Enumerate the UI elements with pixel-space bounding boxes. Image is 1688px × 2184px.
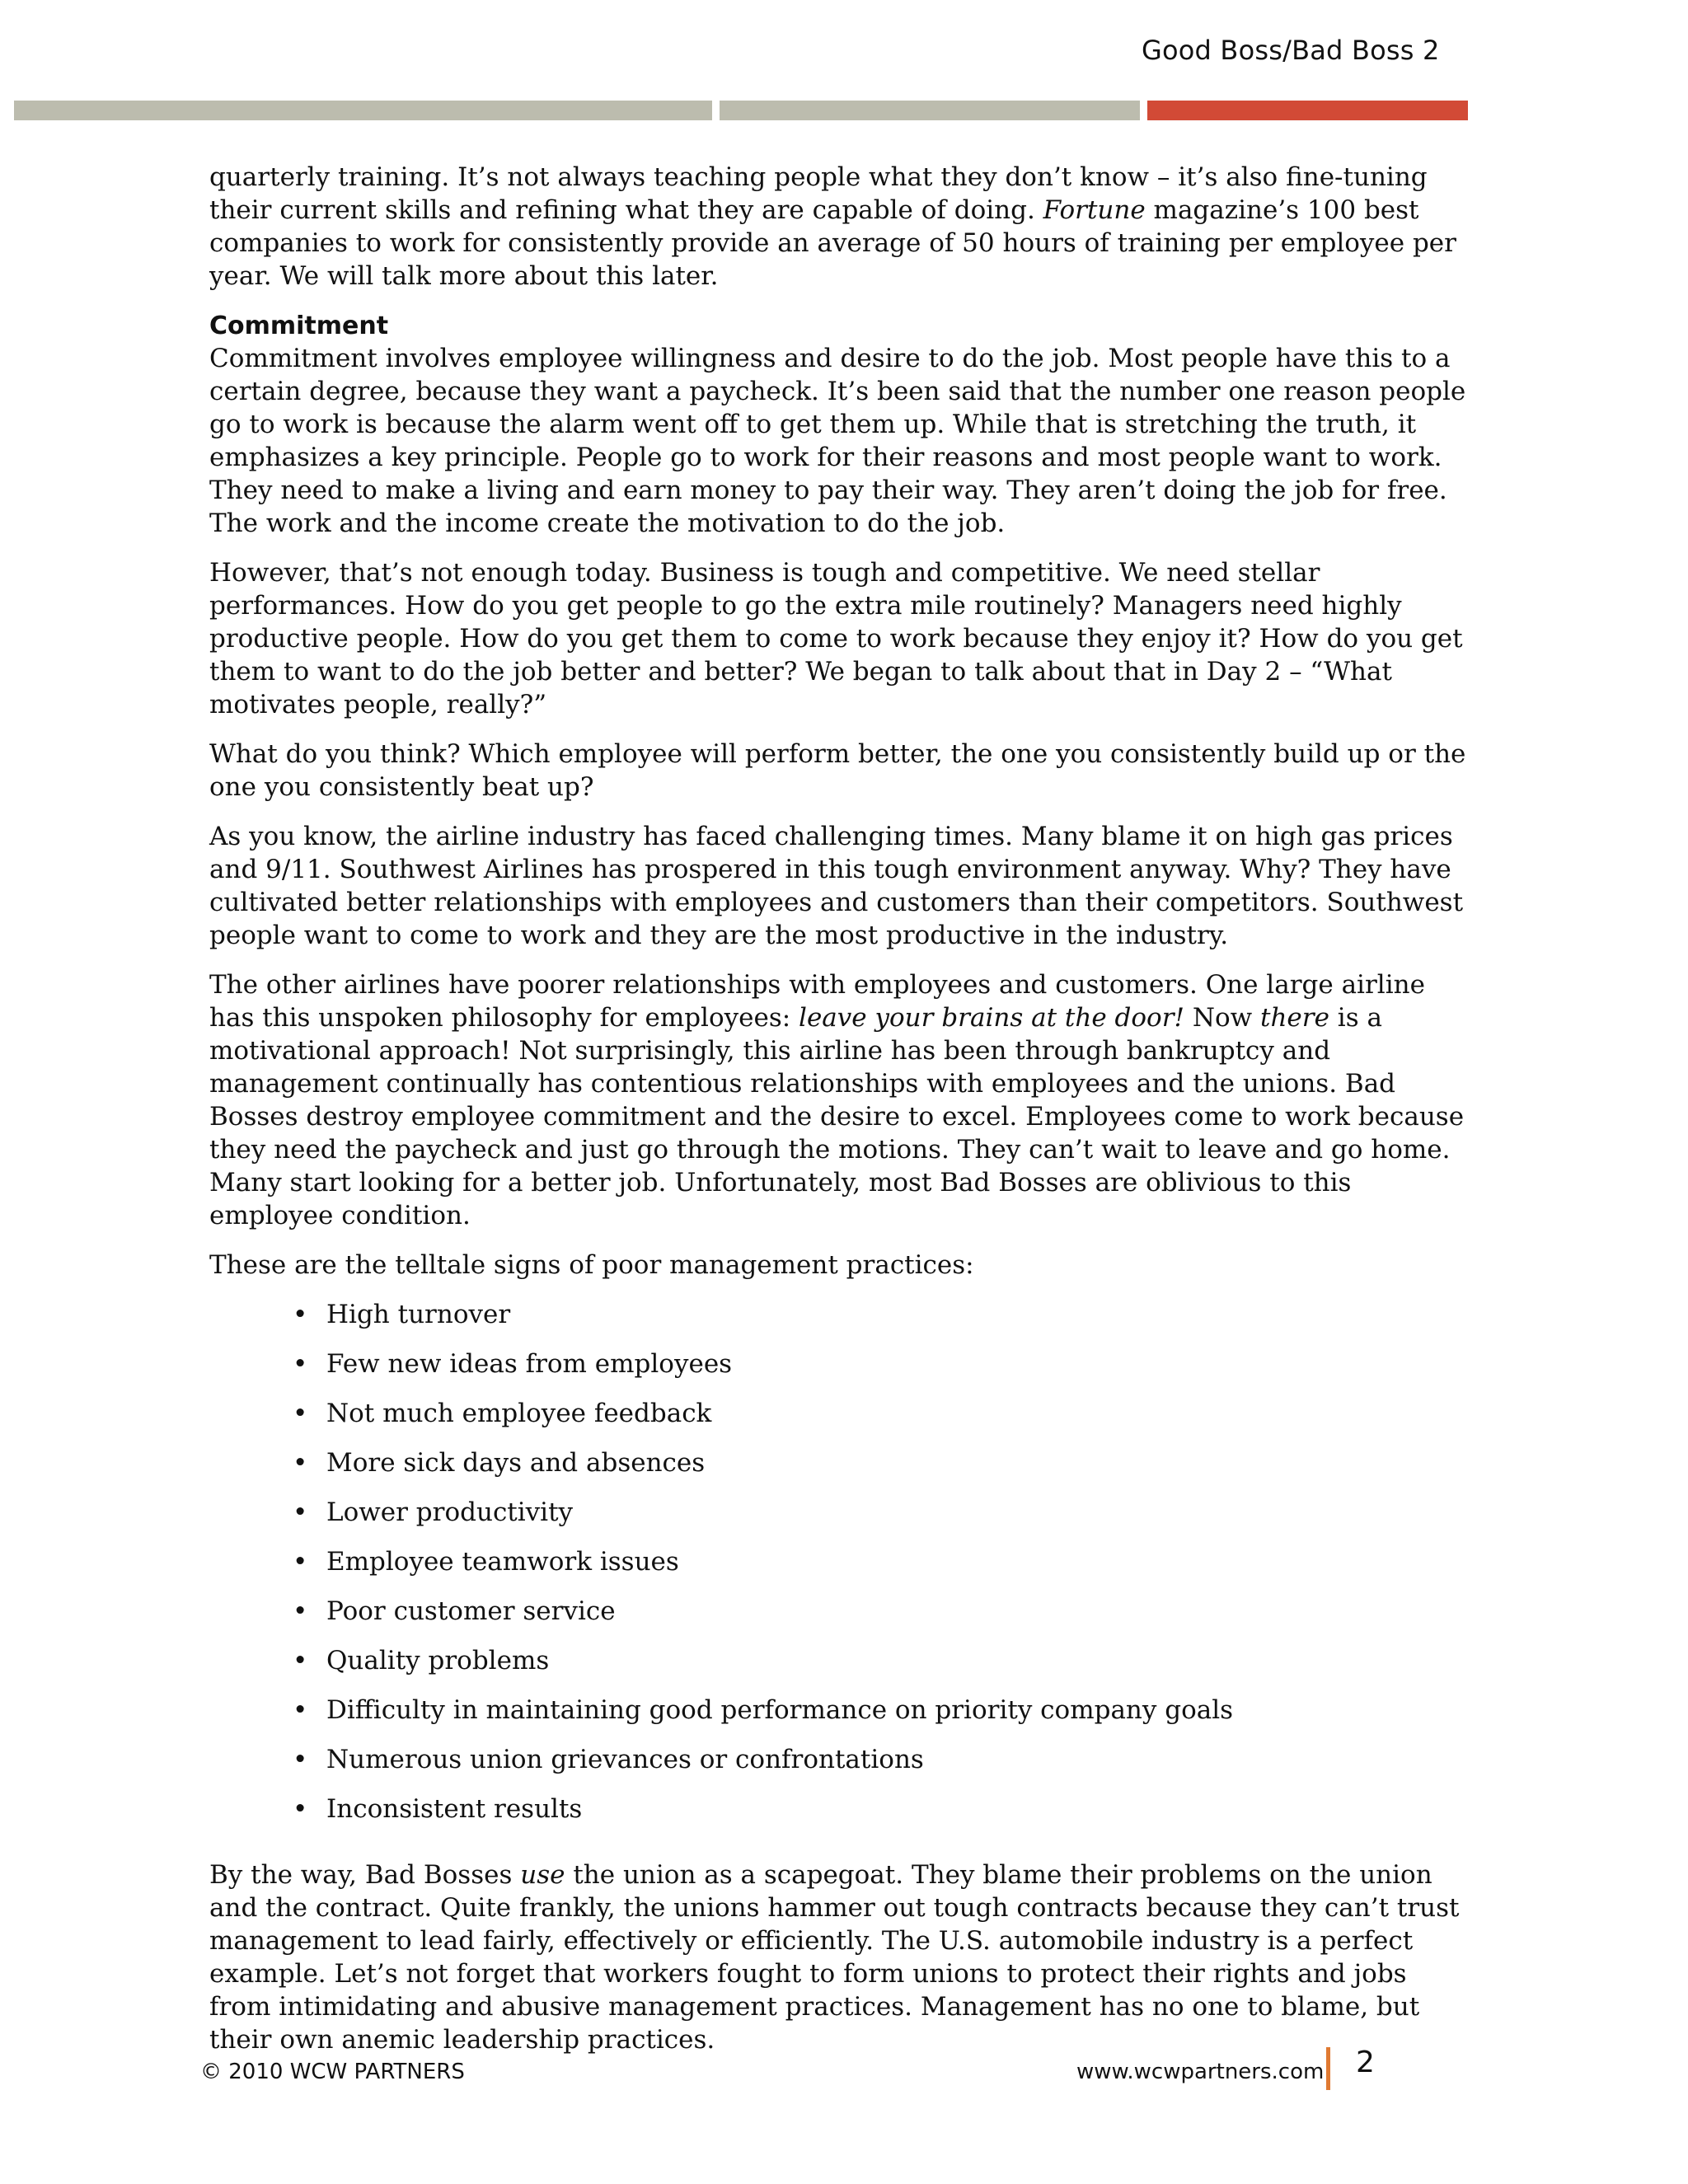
list-item: • High turnover bbox=[293, 1300, 511, 1329]
list-item: • Lower productivity bbox=[293, 1497, 574, 1527]
emphasis-fortune: Fortune bbox=[1043, 195, 1146, 225]
footer-divider bbox=[1326, 2047, 1330, 2090]
paragraph-training: quarterly training. It’s not always teaching people what they don’t know – it’s also fine-tuning their current skills and refining what they are capable of doing. Fortune magazine’s 100 best companies to work for consistently provide an average of 50 hours of training per employee per year. We will talk more about this later. bbox=[209, 162, 1456, 291]
paragraph-airline-industry: As you know, the airline industry has faced challenging times. Many blame it on high gas prices and 9/11. Southwest Airlines has prospered in this tough environment anyway. Why? They have cultivated better relationships with employees and customers than their competitors. Southwest people want to come to work and they are the most productive in the industry. bbox=[209, 822, 1464, 950]
header-rule-segment-1 bbox=[14, 101, 712, 120]
footer-website-link[interactable]: www.wcwpartners.com bbox=[1076, 2060, 1325, 2084]
bullet-icon: • bbox=[293, 1794, 308, 1824]
paragraph-other-airlines: The other airlines have poorer relationships with employees and customers. One large airline has this unspoken philosophy for employees: leave your brains at the door! Now there is a motivational approach! Not surprisingly, this airline has been through bankruptcy and management continually has contentious relationships with employees and the unions. Bad Bosses destroy employee commitment and the desire to excel. Employees come to work because they need the paycheck and just go through the motions. They can’t wait to leave and go home. Many start looking for a better job. Unfortunately, most Bad Bosses are oblivious to this employee condition. bbox=[209, 970, 1465, 1230]
bullet-icon: • bbox=[293, 1448, 308, 1478]
paragraph-not-enough: However, that’s not enough today. Business is tough and competitive. We need stellar performances. How do you get people to go the extra mile routinely? Managers need highly productive people. How do you get them to come to work because they enjoy it? How do you get them to want to do the job better and better? We began to talk about that in Day 2 – “What motivates people, really?” bbox=[209, 558, 1463, 719]
header-rule-segment-2 bbox=[720, 101, 1140, 120]
list-item: • Quality problems bbox=[293, 1646, 550, 1675]
page-body bbox=[209, 161, 1470, 2073]
bullet-icon: • bbox=[293, 1596, 308, 1626]
paragraph-what-do-you-think: What do you think? Which employee will perform better, the one you consistently build up or the one you consistently beat up? bbox=[209, 739, 1466, 802]
bullet-icon: • bbox=[293, 1300, 308, 1329]
list-item: • Difficulty in maintaining good performance on priority company goals bbox=[293, 1695, 1234, 1725]
list-item: • More sick days and absences bbox=[293, 1448, 706, 1478]
bullet-icon: • bbox=[293, 1547, 308, 1577]
bullet-icon: • bbox=[293, 1349, 308, 1379]
list-item: • Not much employee feedback bbox=[293, 1399, 712, 1428]
list-item: • Numerous union grievances or confrontations bbox=[293, 1745, 924, 1774]
bullet-icon: • bbox=[293, 1646, 308, 1675]
footer-copyright: © 2010 WCW PARTNERS bbox=[200, 2060, 465, 2084]
page-number: 2 bbox=[1356, 2046, 1375, 2079]
bullet-icon: • bbox=[293, 1399, 308, 1428]
list-item: • Poor customer service bbox=[293, 1596, 616, 1626]
running-header-title: Good Boss/Bad Boss 2 bbox=[1142, 35, 1440, 66]
list-item: • Inconsistent results bbox=[293, 1794, 583, 1824]
list-item: • Employee teamwork issues bbox=[293, 1547, 679, 1577]
bullet-icon: • bbox=[293, 1497, 308, 1527]
paragraph-telltale-signs-intro: These are the telltale signs of poor management practices: bbox=[209, 1250, 974, 1280]
header-rule-segment-3 bbox=[1147, 101, 1468, 120]
bullet-icon: • bbox=[293, 1745, 308, 1774]
section-heading-commitment: Commitment bbox=[209, 312, 389, 340]
list-item: • Few new ideas from employees bbox=[293, 1349, 733, 1379]
bullet-icon: • bbox=[293, 1695, 308, 1725]
telltale-signs-list bbox=[209, 1298, 1470, 1842]
paragraph-commitment: Commitment involves employee willingness and desire to do the job. Most people have this to a certain degree, because they want a paycheck. It’s been said that the number one reason people go to work is because the alarm went off to get them up. While that is stretching the truth, it emphasizes a key principle. People go to work for their reasons and most people want to work. They need to make a living and earn money to pay their way. They aren’t doing the job for free. The work and the income create the motivation to do the job. bbox=[209, 344, 1466, 538]
paragraph-union-scapegoat: By the way, Bad Bosses use the union as a scapegoat. They blame their problems on the union and the contract. Quite frankly, the unions hammer out tough contracts because they can’t trust management to lead fairly, effectively or efficiently. The U.S. automobile industry is a perfect example. Let’s not forget that workers fought to form unions to protect their rights and jobs from intimidating and abusive management practices. Management has no one to blame, but their own anemic leadership practices. bbox=[209, 1860, 1460, 2055]
